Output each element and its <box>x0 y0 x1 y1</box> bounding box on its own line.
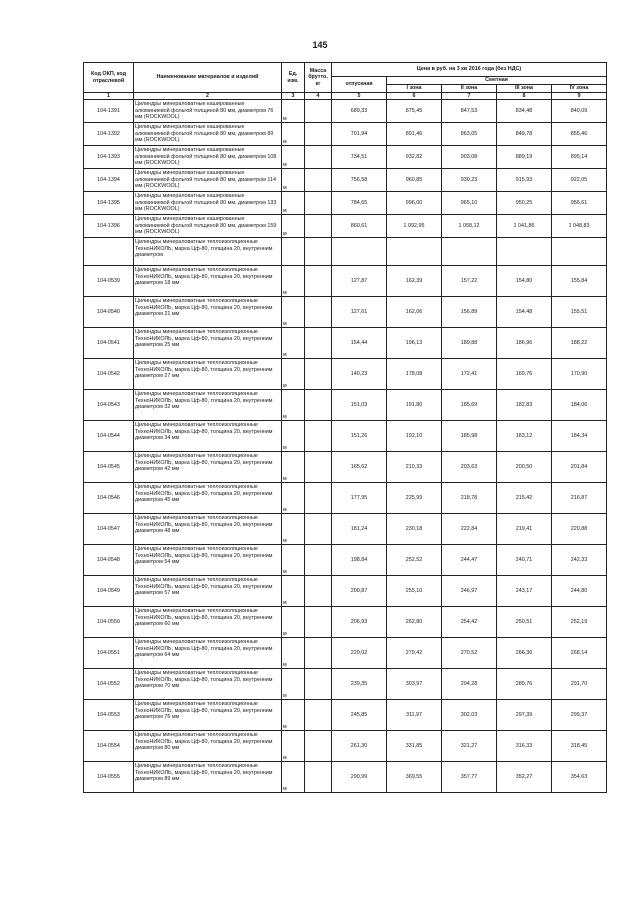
cell-release-price: 734,51 <box>332 146 387 169</box>
cell-mass <box>305 762 332 793</box>
cell-mass <box>305 421 332 452</box>
cell-mass <box>305 100 332 123</box>
cell-unit: м <box>282 669 305 700</box>
cell-zone-1-price: 196,13 <box>387 328 442 359</box>
cell-zone-1-price: 875,45 <box>387 100 442 123</box>
cell-zone-1-price: 311,97 <box>387 700 442 731</box>
cell-zone-3-price <box>497 238 552 266</box>
cell-zone-2-price: 222,84 <box>442 514 497 545</box>
cell-zone-1-price: 162,06 <box>387 297 442 328</box>
cell-code: 104-1395 <box>84 192 134 215</box>
cell-code: 104-1393 <box>84 146 134 169</box>
table-row <box>84 359 607 390</box>
cell-zone-2-price: 172,41 <box>442 359 497 390</box>
cell-name: Цилиндры минераловатные теплоизоляционные ТехноНИКОЛЬ, марка Цф-80, толщина 20, внутренним диаметром 57 мм <box>134 576 282 607</box>
header-price: Цена в руб. на 3 кв 2016 года (без НДС) <box>332 63 607 77</box>
table-group-row <box>84 238 607 266</box>
table-row <box>84 421 607 452</box>
header-name: Наименование материалов и изделий <box>134 63 282 93</box>
cell-zone-4-price: 252,19 <box>552 607 607 638</box>
header-unit: Ед. изм. <box>282 63 305 93</box>
cell-unit: м <box>282 638 305 669</box>
cell-unit: м <box>282 123 305 146</box>
cell-zone-1-price: 262,80 <box>387 607 442 638</box>
cell-zone-3-price: 240,71 <box>497 545 552 576</box>
cell-release-price: 127,61 <box>332 297 387 328</box>
header-code: Код ОКП, код отраслевой <box>84 63 134 93</box>
cell-name: Цилиндры минераловатные теплоизоляционные ТехноНИКОЛЬ, марка Цф-80, толщина 20, внутренним диаметром 42 мм <box>134 452 282 483</box>
cell-zone-2-price: 1 058,12 <box>442 215 497 238</box>
cell-zone-3-price: 200,50 <box>497 452 552 483</box>
table-row <box>84 123 607 146</box>
cell-zone-2-price: 189,88 <box>442 328 497 359</box>
cell-mass <box>305 669 332 700</box>
cell-release-price: 290,99 <box>332 762 387 793</box>
col-number: 4 <box>305 93 332 100</box>
cell-name: Цилиндры минераловатные теплоизоляционные ТехноНИКОЛЬ, марка Цф-80, толщина 20, внутренним диаметром 45 мм <box>134 483 282 514</box>
cell-mass <box>305 483 332 514</box>
table-row <box>84 762 607 793</box>
cell-mass <box>305 192 332 215</box>
cell-zone-2-price: 903,08 <box>442 146 497 169</box>
cell-release-price <box>332 238 387 266</box>
cell-zone-1-price: 178,08 <box>387 359 442 390</box>
cell-code: 104-0555 <box>84 762 134 793</box>
cell-zone-1-price: 191,80 <box>387 390 442 421</box>
cell-name: Цилиндры минераловатные теплоизоляционные ТехноНИКОЛЬ, марка Цф-80, толщина 20, внутренним диаметром 18 мм <box>134 266 282 297</box>
cell-code: 104-0550 <box>84 607 134 638</box>
cell-code: 104-1394 <box>84 169 134 192</box>
header-zone-3: III зона <box>497 85 552 93</box>
cell-zone-4-price: 354,63 <box>552 762 607 793</box>
table-row <box>84 192 607 215</box>
cell-zone-4-price: 299,37 <box>552 700 607 731</box>
table-row <box>84 100 607 123</box>
cell-mass <box>305 514 332 545</box>
cell-mass <box>305 146 332 169</box>
cell-code: 104-1396 <box>84 215 134 238</box>
col-number: 2 <box>134 93 282 100</box>
cell-release-price: 860,61 <box>332 215 387 238</box>
table-row <box>84 266 607 297</box>
cell-name: Цилиндры минераловатные теплоизоляционные ТехноНИКОЛЬ, марка Цф-80, толщина 20, внутренним диаметром 34 мм <box>134 421 282 452</box>
cell-zone-3-price: 289,76 <box>497 669 552 700</box>
price-table <box>83 62 607 793</box>
cell-zone-2-price: 156,89 <box>442 297 497 328</box>
cell-zone-3-price: 950,25 <box>497 192 552 215</box>
cell-code: 104-0539 <box>84 266 134 297</box>
cell-release-price: 151,26 <box>332 421 387 452</box>
header-mass: Масса брутто, кг <box>305 63 332 93</box>
cell-zone-1-price: 252,52 <box>387 545 442 576</box>
cell-zone-4-price: 242,33 <box>552 545 607 576</box>
page-number: 145 <box>312 40 328 50</box>
cell-zone-1-price: 279,42 <box>387 638 442 669</box>
cell-unit: м <box>282 731 305 762</box>
cell-zone-1-price: 331,85 <box>387 731 442 762</box>
cell-code: 104-0548 <box>84 545 134 576</box>
cell-zone-2-price: 294,28 <box>442 669 497 700</box>
cell-zone-3-price: 219,41 <box>497 514 552 545</box>
col-number: 1 <box>84 93 134 100</box>
cell-release-price: 206,93 <box>332 607 387 638</box>
cell-zone-2-price: 203,63 <box>442 452 497 483</box>
cell-zone-4-price: 155,51 <box>552 297 607 328</box>
cell-name: Цилиндры минераловатные теплоизоляционные ТехноНИКОЛЬ, марка Цф-80, толщина 20, внутренним диаметром 54 мм <box>134 545 282 576</box>
cell-mass <box>305 238 332 266</box>
cell-zone-3-price: 834,48 <box>497 100 552 123</box>
cell-release-price: 140,23 <box>332 359 387 390</box>
table-row <box>84 669 607 700</box>
cell-name: Цилиндры минераловатные теплоизоляционные ТехноНИКОЛЬ, марка Цф-80, толщина 20, внутренним диаметром 32 мм <box>134 390 282 421</box>
cell-zone-1-price: 303,97 <box>387 669 442 700</box>
cell-code: 104-0543 <box>84 390 134 421</box>
header-estimate: Сметная <box>387 77 607 85</box>
cell-mass <box>305 169 332 192</box>
cell-zone-4-price: 188,22 <box>552 328 607 359</box>
cell-zone-2-price: 218,78 <box>442 483 497 514</box>
cell-release-price: 177,95 <box>332 483 387 514</box>
cell-mass <box>305 359 332 390</box>
cell-unit: м <box>282 297 305 328</box>
cell-code: 104-0553 <box>84 700 134 731</box>
cell-zone-3-price: 243,17 <box>497 576 552 607</box>
cell-zone-3-price: 215,42 <box>497 483 552 514</box>
cell-unit: м <box>282 328 305 359</box>
cell-unit: м <box>282 192 305 215</box>
cell-unit: м <box>282 576 305 607</box>
col-number: 6 <box>387 93 442 100</box>
cell-code <box>84 238 134 266</box>
table-body <box>84 100 607 793</box>
cell-zone-3-price: 1 041,86 <box>497 215 552 238</box>
cell-name: Цилиндры минераловатные кашированные алюминиевой фольгой толщиной 80 мм, диаметром 114 мм (ROCKWOOL) <box>134 169 282 192</box>
cell-zone-4-price: 922,05 <box>552 169 607 192</box>
cell-unit: м <box>282 100 305 123</box>
cell-mass <box>305 297 332 328</box>
table-row <box>84 483 607 514</box>
cell-zone-4-price: 201,84 <box>552 452 607 483</box>
cell-mass <box>305 328 332 359</box>
cell-zone-3-price: 297,39 <box>497 700 552 731</box>
cell-zone-3-price: 183,12 <box>497 421 552 452</box>
cell-mass <box>305 452 332 483</box>
cell-unit: м <box>282 514 305 545</box>
cell-zone-2-price: 357,77 <box>442 762 497 793</box>
column-numbers-row <box>84 93 607 100</box>
cell-zone-3-price: 186,96 <box>497 328 552 359</box>
cell-mass <box>305 607 332 638</box>
cell-name: Цилиндры минераловатные кашированные алюминиевой фольгой толщиной 80 мм, диаметром 89 мм (ROCKWOOL) <box>134 123 282 146</box>
cell-unit <box>282 238 305 266</box>
cell-name: Цилиндры минераловатные кашированные алюминиевой фольгой толщиной 80 мм, диаметром 108 мм (ROCKWOOL) <box>134 146 282 169</box>
cell-zone-1-price: 932,82 <box>387 146 442 169</box>
cell-mass <box>305 545 332 576</box>
cell-release-price: 198,84 <box>332 545 387 576</box>
cell-code: 104-0545 <box>84 452 134 483</box>
table-row <box>84 638 607 669</box>
table-row <box>84 390 607 421</box>
cell-mass <box>305 266 332 297</box>
header-release: отпускная <box>332 77 387 93</box>
cell-release-price: 784,65 <box>332 192 387 215</box>
cell-mass <box>305 731 332 762</box>
cell-zone-1-price: 225,99 <box>387 483 442 514</box>
cell-release-price: 200,87 <box>332 576 387 607</box>
cell-zone-2-price: 254,42 <box>442 607 497 638</box>
cell-zone-3-price: 169,76 <box>497 359 552 390</box>
table-row <box>84 146 607 169</box>
cell-code: 104-0554 <box>84 731 134 762</box>
cell-zone-4-price: 268,14 <box>552 638 607 669</box>
cell-release-price: 701,94 <box>332 123 387 146</box>
cell-code: 104-0551 <box>84 638 134 669</box>
cell-zone-4-price: 855,46 <box>552 123 607 146</box>
cell-release-price: 245,85 <box>332 700 387 731</box>
cell-unit: м <box>282 607 305 638</box>
header-zone-1: I зона <box>387 85 442 93</box>
cell-release-price: 261,30 <box>332 731 387 762</box>
table-row <box>84 545 607 576</box>
table-row <box>84 514 607 545</box>
cell-code: 104-0542 <box>84 359 134 390</box>
cell-zone-2-price: 863,05 <box>442 123 497 146</box>
cell-zone-4-price: 155,84 <box>552 266 607 297</box>
cell-zone-4-price: 170,90 <box>552 359 607 390</box>
cell-zone-1-price: 891,46 <box>387 123 442 146</box>
col-number: 7 <box>442 93 497 100</box>
cell-zone-1-price: 369,55 <box>387 762 442 793</box>
cell-zone-1-price: 230,18 <box>387 514 442 545</box>
cell-release-price: 689,33 <box>332 100 387 123</box>
cell-name: Цилиндры минераловатные теплоизоляционные ТехноНИКОЛЬ, марка Цф-80, толщина 20, внутренним диаметром 64 мм <box>134 638 282 669</box>
cell-zone-1-price: 210,33 <box>387 452 442 483</box>
cell-zone-1-price: 996,00 <box>387 192 442 215</box>
cell-name: Цилиндры минераловатные теплоизоляционные ТехноНИКОЛЬ, марка Цф-80, толщина 20, внутренним диаметром 70 мм <box>134 669 282 700</box>
cell-zone-3-price: 889,19 <box>497 146 552 169</box>
cell-zone-3-price: 849,78 <box>497 123 552 146</box>
col-number: 9 <box>552 93 607 100</box>
cell-zone-4-price: 1 048,83 <box>552 215 607 238</box>
cell-release-price: 181,24 <box>332 514 387 545</box>
cell-zone-4-price: 220,88 <box>552 514 607 545</box>
header-zone-4: IV зона <box>552 85 607 93</box>
cell-zone-4-price: 184,34 <box>552 421 607 452</box>
cell-mass <box>305 123 332 146</box>
cell-name: Цилиндры минераловатные теплоизоляционные ТехноНИКОЛЬ, марка Цф-80, толщина 20, внутренним диаметром 89 мм <box>134 762 282 793</box>
cell-zone-3-price: 266,36 <box>497 638 552 669</box>
cell-zone-2-price: 965,10 <box>442 192 497 215</box>
cell-zone-2-price: 246,97 <box>442 576 497 607</box>
cell-unit: м <box>282 483 305 514</box>
table-row <box>84 607 607 638</box>
cell-name: Цилиндры минераловатные кашированные алюминиевой фольгой толщиной 80 мм, диаметром 76 мм (ROCKWOOL) <box>134 100 282 123</box>
cell-zone-2-price: 847,53 <box>442 100 497 123</box>
cell-release-price: 239,35 <box>332 669 387 700</box>
cell-code: 104-0549 <box>84 576 134 607</box>
cell-name: Цилиндры минераловатные кашированные алюминиевой фольгой толщиной 80 мм, диаметром 159 мм (ROCKWOOL) <box>134 215 282 238</box>
cell-zone-3-price: 352,27 <box>497 762 552 793</box>
cell-unit: м <box>282 452 305 483</box>
col-number: 3 <box>282 93 305 100</box>
cell-zone-1-price: 1 092,95 <box>387 215 442 238</box>
cell-release-price: 220,02 <box>332 638 387 669</box>
cell-zone-3-price: 154,80 <box>497 266 552 297</box>
cell-unit: м <box>282 266 305 297</box>
table-row <box>84 700 607 731</box>
cell-release-price: 756,58 <box>332 169 387 192</box>
cell-code: 104-0540 <box>84 297 134 328</box>
cell-zone-4-price: 895,14 <box>552 146 607 169</box>
cell-mass <box>305 576 332 607</box>
cell-zone-2-price: 157,22 <box>442 266 497 297</box>
cell-release-price: 127,87 <box>332 266 387 297</box>
table-row <box>84 731 607 762</box>
cell-name: Цилиндры минераловатные теплоизоляционные ТехноНИКОЛЬ, марка Цф-80, толщина 20, внутренним диаметром 76 мм <box>134 700 282 731</box>
cell-zone-4-price: 184,06 <box>552 390 607 421</box>
cell-zone-1-price: 162,39 <box>387 266 442 297</box>
cell-name: Цилиндры минераловатные теплоизоляционные ТехноНИКОЛЬ, марка Цф-80, толщина 20, внутренним диаметром 80 мм <box>134 731 282 762</box>
cell-zone-4-price: 216,87 <box>552 483 607 514</box>
cell-zone-3-price: 316,33 <box>497 731 552 762</box>
cell-unit: м <box>282 421 305 452</box>
cell-zone-3-price: 250,51 <box>497 607 552 638</box>
cell-unit: м <box>282 359 305 390</box>
cell-zone-4-price: 244,80 <box>552 576 607 607</box>
cell-mass <box>305 638 332 669</box>
table-row <box>84 328 607 359</box>
cell-zone-3-price: 154,48 <box>497 297 552 328</box>
cell-zone-4-price: 956,61 <box>552 192 607 215</box>
header-zone-2: II зона <box>442 85 497 93</box>
cell-zone-4-price <box>552 238 607 266</box>
cell-unit: м <box>282 169 305 192</box>
col-number: 5 <box>332 93 387 100</box>
cell-zone-2-price: 185,69 <box>442 390 497 421</box>
cell-zone-2-price: 270,52 <box>442 638 497 669</box>
cell-name: Цилиндры минераловатные теплоизоляционные ТехноНИКОЛЬ, марка Цф-80, толщина 20, внутренним диаметром 25 мм <box>134 328 282 359</box>
table-header <box>84 63 607 100</box>
cell-code: 104-0552 <box>84 669 134 700</box>
cell-code: 104-0541 <box>84 328 134 359</box>
cell-code: 104-0547 <box>84 514 134 545</box>
cell-zone-3-price: 915,93 <box>497 169 552 192</box>
table-row <box>84 215 607 238</box>
table-row <box>84 452 607 483</box>
cell-unit: м <box>282 700 305 731</box>
cell-zone-4-price: 840,09 <box>552 100 607 123</box>
cell-name: Цилиндры минераловатные теплоизоляционные ТехноНИКОЛЬ, марка Цф-80, толщина 20, внутренним диаметром 27 мм <box>134 359 282 390</box>
cell-code: 104-0546 <box>84 483 134 514</box>
cell-name: Цилиндры минераловатные теплоизоляционные ТехноНИКОЛЬ, марка Цф-80, толщина 20, внутренним диаметром 21 мм <box>134 297 282 328</box>
cell-zone-4-price: 318,45 <box>552 731 607 762</box>
cell-unit: м <box>282 762 305 793</box>
cell-zone-2-price: 302,03 <box>442 700 497 731</box>
cell-zone-1-price <box>387 238 442 266</box>
cell-release-price: 151,03 <box>332 390 387 421</box>
cell-zone-2-price: 244,47 <box>442 545 497 576</box>
cell-mass <box>305 390 332 421</box>
cell-unit: м <box>282 545 305 576</box>
cell-zone-2-price: 321,27 <box>442 731 497 762</box>
cell-zone-3-price: 182,83 <box>497 390 552 421</box>
table-row <box>84 169 607 192</box>
cell-mass <box>305 215 332 238</box>
cell-release-price: 165,62 <box>332 452 387 483</box>
cell-unit: м <box>282 146 305 169</box>
cell-zone-1-price: 960,85 <box>387 169 442 192</box>
cell-name: Цилиндры минераловатные теплоизоляционные ТехноНИКОЛЬ, марка Цф-80, толщина 20, внутренним диаметром 48 мм <box>134 514 282 545</box>
cell-code: 104-0544 <box>84 421 134 452</box>
cell-code: 104-1391 <box>84 100 134 123</box>
cell-zone-1-price: 192,10 <box>387 421 442 452</box>
table-row <box>84 297 607 328</box>
cell-mass <box>305 700 332 731</box>
cell-unit: м <box>282 390 305 421</box>
col-number: 8 <box>497 93 552 100</box>
cell-zone-1-price: 255,10 <box>387 576 442 607</box>
cell-zone-4-price: 291,70 <box>552 669 607 700</box>
cell-name: Цилиндры минераловатные теплоизоляционные ТехноНИКОЛЬ, марка Цф-80, толщина 20, внутренним диаметром 60 мм <box>134 607 282 638</box>
cell-zone-2-price: 185,98 <box>442 421 497 452</box>
cell-zone-2-price: 930,23 <box>442 169 497 192</box>
cell-name: Цилиндры минераловатные теплоизоляционные ТехноНИКОЛЬ, марка Цф-80, толщина 20, внутренним диаметром <box>134 238 282 266</box>
cell-unit: м <box>282 215 305 238</box>
cell-release-price: 154,44 <box>332 328 387 359</box>
cell-zone-2-price <box>442 238 497 266</box>
table-row <box>84 576 607 607</box>
cell-code: 104-1392 <box>84 123 134 146</box>
cell-name: Цилиндры минераловатные кашированные алюминиевой фольгой толщиной 80 мм, диаметром 133 мм (ROCKWOOL) <box>134 192 282 215</box>
